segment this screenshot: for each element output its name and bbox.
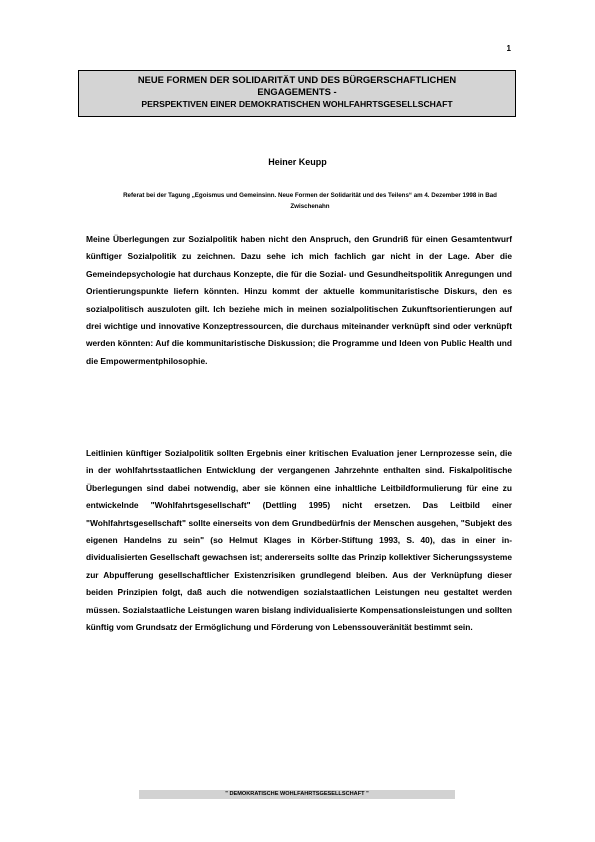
title-line-2: ENGAGEMENTS - bbox=[257, 86, 337, 97]
body-paragraph-1: Meine Überlegungen zur Sozialpolitik haben nicht den Anspruch, den Grundriß für einen Gesamtentwurf künftiger Sozialpolitik zu zeichnen. Dazu sehe ich mich fachlich gar nicht in der Lage. Aber die Gemeindepsychologie hat durchaus Konzepte, die für die Sozial- und Gesundheitspolitik Anregungen und Orientierungspunkte liefern könnten. Hinzu kommt der aktuelle kommunitaristische Diskurs, den es sozialpolitisch auszuloten gilt. Ich beziehe mich in meinen sozialpolitischen Zukunftsorientierungen auf drei wichtige und innovative Konzeptressourcen, die durchaus miteinander verknüpft sind oder verknüpft werden könnten: Auf die kommunitaristische Diskussion; die Programme und Ideen von Public Health und die Empowermentphilosophie. bbox=[86, 234, 512, 366]
body-paragraph-2: Leitlinien künftiger Sozialpolitik sollten Ergebnis einer kritischen Evaluation jener Lernprozesse sein, die in der wohlfahrtsstaatlichen Entwicklung der vergangenen Jahrzehnte enthalten sind. Fiskalpolitische Überlegungen sind dabei notwendig, aber sie können eine inhaltliche Leitbildformulierung für eine zu entwickelnde "Wohlfahrtsgesellschaft" (Dettling 1995) nicht ersetzen. Das Leitbild einer "Wohlfahrtsgesellschaft" sollte einerseits von dem Grundbedürfnis der Menschen ausgehen, "Subjekt des eigenen Handelns zu sein" (so Helmut Klages in Körber-Stiftung 1993, S. 40), das in einer in-dividualisierten Gesellschaft gewachsen ist; andererseits sollte das Prinzip kollektiver Sicherungssysteme zur Abpufferung gesellschaftlicher Existenzrisiken grundlegend bleiben. Aus der Verknüpfung dieser beiden Prinzipien folgt, daß auch die notwendigen sozialstaatlichen Leistungen neu gestaltet werden müssen. Sozialstaatliche Leistungen waren bislang individualisierte Kompensationsleistungen und sollten künftig vom Grundsatz der Ermöglichung und Förderung von Lebenssouveränität bestimmt sein. bbox=[86, 448, 512, 633]
page-number: 1 bbox=[506, 44, 511, 53]
author-name: Heiner Keupp bbox=[268, 157, 327, 167]
lecture-subtitle: Referat bei der Tagung „Egoismus und Gemeinsinn. Neue Formen der Solidarität und des Teilens“ am 4. Dezember 1998 in Bad Zwischenahn bbox=[123, 192, 497, 210]
footer-bar: " DEMOKRATISCHE WOHLFAHRTSGESELLSCHAFT " bbox=[139, 790, 455, 799]
title-line-1: NEUE FORMEN DER SOLIDARITÄT UND DES BÜRGERSCHAFTLICHEN bbox=[137, 74, 457, 85]
title-box bbox=[78, 70, 516, 117]
title-line-3: PERSPEKTIVEN EINER DEMOKRATISCHEN WOHLFAHRTSGESELLSCHAFT bbox=[141, 99, 453, 109]
